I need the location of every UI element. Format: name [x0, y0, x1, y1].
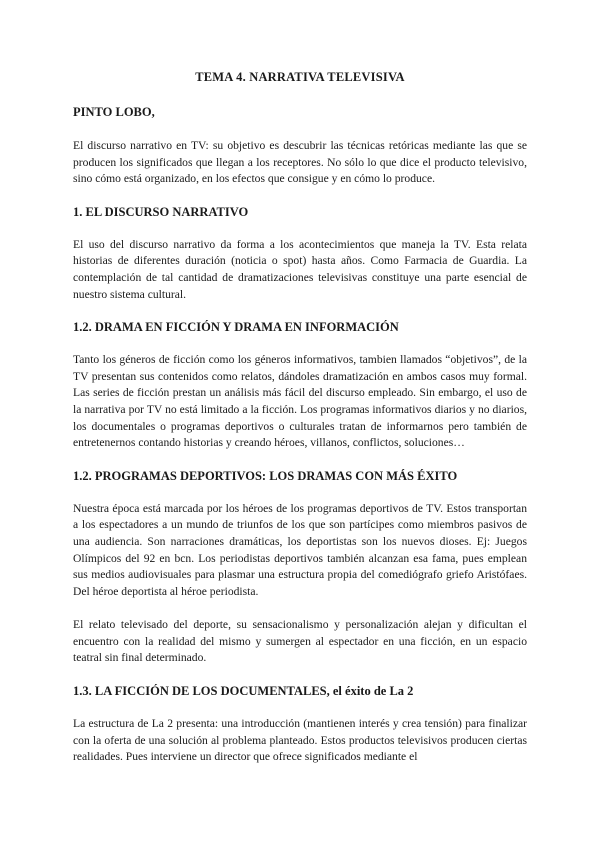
section-heading: 1. EL DISCURSO NARRATIVO: [73, 204, 249, 219]
section-paragraph: Tanto los géneros de ficción como los géneros informativos, tambien llamados “objetivos”, de la TV presentan sus contenidos como relatos, dándoles dramatización en ambos casos muy formal. Las series de ficción prestan un análisis más fácil del discurso empleado. Sin embargo, el uso de la narrativa por TV no está limitado a la ficción. Los programas informativos diarios y no diarios, los documentales o programas deportivos o culturales tratan de informarnos pero también de entretenernos contando historias y creando héroes, villanos, conflictos, soluciones…: [73, 353, 527, 450]
section-paragraph: La estructura de La 2 presenta: una introducción (mantienen interés y crea tensión) para finalizar con la oferta de una solución al problema planteado. Estos productos televisivos producen ciertas realidades. Pues interviene un director que ofrece significados mediante el: [73, 717, 527, 764]
author-name: PINTO LOBO,: [73, 105, 155, 119]
section-drama-ficcion-informacion: [73, 320, 527, 452]
section-discurso-narrativo: [73, 205, 527, 303]
document-title: TEMA 4. NARRATIVA TELEVISIVA: [195, 70, 405, 84]
section-paragraph: El uso del discurso narrativo da forma a los acontecimientos que maneja la TV. Esta relata historias de diferentes duración (noticia o spot) hasta años. Como Farmacia de Guardia. La contemplación de tal cantidad de dramatizaciones televisivas constituye una parte esencial de nuestro sistema cultural.: [73, 237, 527, 301]
intro-paragraph: El discurso narrativo en TV: su objetivo es descubrir las técnicas retóricas mediante las que se producen los significados que llegan a los receptores. No sólo lo que dice el producto televisivo, sino cómo está organizado, en los efectos que consigue y en cómo lo produce.: [73, 139, 527, 186]
section-ficcion-documentales: [73, 684, 527, 766]
section-heading: 1.3. LA FICCIÓN DE LOS DOCUMENTALES, el éxito de La 2: [73, 684, 414, 699]
section-heading: 1.2. PROGRAMAS DEPORTIVOS: LOS DRAMAS CON MÁS ÉXITO: [73, 468, 458, 483]
section-paragraph: Nuestra época está marcada por los héroes de los programas deportivos de TV. Estos transportan a los espectadores a un mundo de triunfos de los que son partícipes como miembros pasivos de una audiencia. Son narraciones dramáticas, los deportistas son los nuevos dioses. Ej: Juegos Olímpicos del 92 en bcn. Los periodistas deportivos también alcanzan esa fama, pues emplean sus medios audiovisuales para plasmar una estructura propia del comediógrafo griefo Aristófaes. Del héroe deportista al héroe periodista.: [73, 501, 527, 598]
document-page: [73, 70, 527, 783]
section-programas-deportivos: [73, 469, 527, 667]
section-paragraph: El relato televisado del deporte, su sensacionalismo y personalización alejan y dificultan el encuentro con la realidad del mismo y sumergen al espectador en una ficción, en un espacio teatral sin final determinado.: [73, 618, 527, 665]
section-heading: 1.2. DRAMA EN FICCIÓN Y DRAMA EN INFORMACIÓN: [73, 320, 399, 335]
